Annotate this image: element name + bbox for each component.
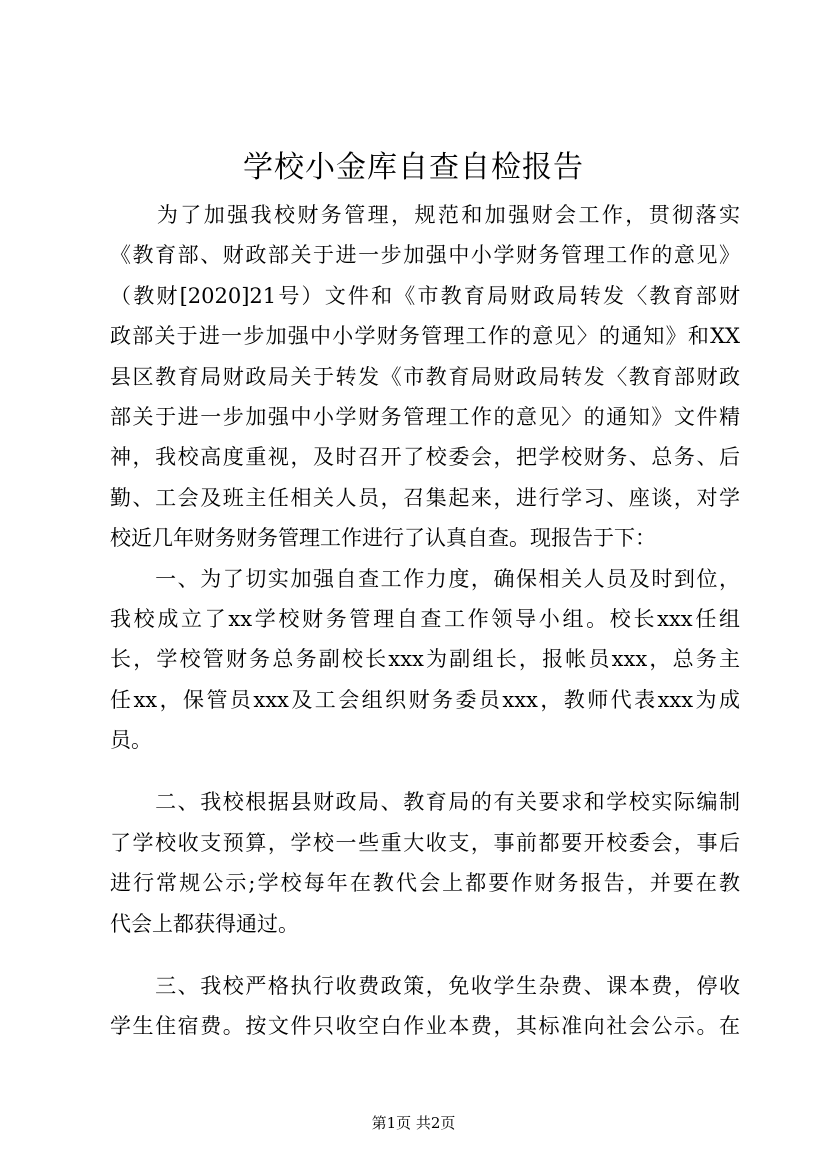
text-line: 《教育部、财政部关于进一步加强中小学财务管理工作的意见》 [110, 243, 740, 268]
paragraph-gap [110, 944, 740, 966]
page-footer: 第1页 共2页 [371, 1114, 456, 1132]
text-line: （教财[2020]21号）文件和《市教育局财政局转发〈教育部财 [110, 283, 740, 308]
text-line: 为了加强我校财务管理，规范和加强财会工作，贯彻落实 [110, 203, 740, 227]
text-line: 三、我校严格执行收费政策，免收学生杂费、课本费，停收 [110, 974, 740, 999]
text-line: 进行常规公示;学校每年在教代会上都要作财务报告，并要在教 [110, 871, 740, 896]
text-line: 任xx，保管员xxx及工会组织财务委员xxx，教师代表xxx为成 [110, 687, 740, 712]
text-line: 一、为了切实加强自查工作力度，确保相关人员及时到位， [110, 566, 740, 591]
paragraph-4 [110, 966, 740, 1047]
text-line: 了学校收支预算，学校一些重大收支，事前都要开校委会，事后 [110, 830, 740, 855]
text-line: 县区教育局财政局关于转发《市教育局财政局转发〈教育部财政 [110, 364, 740, 389]
text-line: 勤、工会及班主任相关人员，召集起来，进行学习、座谈，对学 [110, 485, 740, 510]
document-title: 学校小金库自查自检报告 [243, 150, 584, 185]
text-line: 员。 [110, 728, 152, 753]
paragraph-2 [110, 559, 740, 761]
text-line: 校近几年财务财务管理工作进行了认真自查。现报告于下： [110, 526, 656, 551]
paragraph-gap [110, 760, 740, 782]
document-body [110, 195, 740, 1047]
paragraph-3 [110, 782, 740, 944]
text-line: 我校成立了xx学校财务管理自查工作领导小组。校长xxx任组 [110, 606, 740, 631]
text-line: 代会上都获得通过。 [110, 911, 299, 936]
text-line: 神，我校高度重视，及时召开了校委会，把学校财务、总务、后 [110, 445, 740, 470]
text-line: 学生住宿费。按文件只收空白作业本费，其标准向社会公示。在 [110, 1014, 740, 1039]
text-line: 长，学校管财务总务副校长xxx为副组长，报帐员xxx，总务主 [110, 647, 740, 672]
text-line: 部关于进一步加强中小学财务管理工作的意见〉的通知》文件精 [110, 404, 740, 429]
paragraph-1 [110, 195, 740, 559]
text-line: 二、我校根据县财政局、教育局的有关要求和学校实际编制 [110, 790, 740, 815]
text-line: 政部关于进一步加强中小学财务管理工作的意见〉的通知》和XX [110, 324, 740, 349]
